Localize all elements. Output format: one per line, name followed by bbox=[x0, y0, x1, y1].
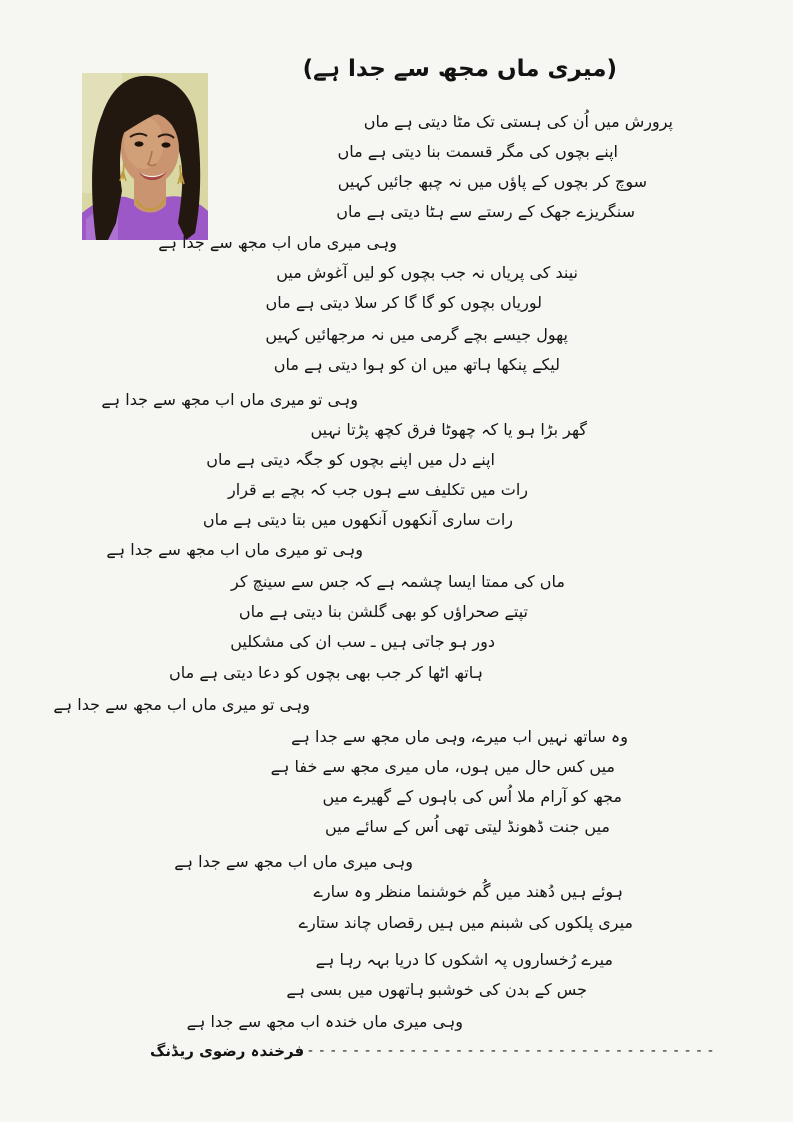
poem-line: میرے رُخساروں پہ اشکوں کا دریا بہہ رہا ہے bbox=[315, 950, 613, 969]
poem-line: رات میں تکلیف سے ہوں جب کہ بچے بے قرار bbox=[228, 480, 528, 499]
poem-line: جس کے بدن کی خوشبو ہاتھوں میں بسی ہے bbox=[286, 980, 587, 999]
poem-line: میری پلکوں کی شبنم میں ہیں رقصاں چاند ستارے bbox=[298, 913, 633, 932]
photo-right-eye bbox=[162, 142, 171, 147]
poem-line: لوریاں بچوں کو گا گا کر سلا دیتی ہے ماں bbox=[265, 293, 542, 312]
signature-dashes: ------------------------------------ bbox=[306, 1043, 718, 1060]
poem-line: میں کس حال میں ہوں، ماں میری مجھ سے خفا ہے bbox=[270, 757, 615, 776]
poem-refrain: وہی تو میری ماں اب مجھ سے جدا ہے bbox=[53, 695, 310, 714]
poet-photo bbox=[82, 73, 208, 240]
poem-line: وہ ساتھ نہیں اب میرے، وہی ماں مجھ سے جدا ہے bbox=[291, 727, 628, 746]
author-signature: فرخندہ رضوی ریڈنگ bbox=[150, 1042, 305, 1060]
poem-line: سنگریزے جھک کے رستے سے ہٹا دیتی ہے ماں bbox=[336, 202, 635, 221]
poem-line: اپنے بچوں کی مگر قسمت بنا دیتی ہے ماں bbox=[337, 142, 618, 161]
poem-line: پھول جیسے بچے گرمی میں نہ مرجھائیں کہیں bbox=[265, 325, 568, 344]
poem-refrain: وہی میری ماں خندہ اب مجھ سے جدا ہے bbox=[186, 1012, 463, 1031]
photo-left-eye bbox=[135, 141, 144, 146]
poem-line: پرورش میں اُن کی ہستی تک مٹا دیتی ہے ماں bbox=[363, 112, 673, 131]
poem-line: لیکے پنکھا ہاتھ میں ان کو ہوا دیتی ہے ماں bbox=[273, 355, 560, 374]
poem-line: ہوئے ہیں دُھند میں گُم خوشنما منظر وہ سارے bbox=[313, 882, 623, 901]
poem-line: تپتے صحراؤں کو بھی گلشن بنا دیتی ہے ماں bbox=[238, 602, 528, 621]
poem-refrain: وہی تو میری ماں اب مجھ سے جدا ہے bbox=[106, 540, 363, 559]
poem-refrain: وہی تو میری ماں اب مجھ سے جدا ہے bbox=[101, 390, 358, 409]
poem-line: سوچ کر بچوں کے پاؤں میں نہ چبھ جائیں کہیں bbox=[337, 172, 647, 191]
poem-line: مجھ کو آرام ملا اُس کی باہوں کے گھیرے میں bbox=[322, 787, 622, 806]
signature-row bbox=[150, 1042, 718, 1060]
poem-refrain: وہی میری ماں اب مجھ سے جدا ہے bbox=[174, 852, 413, 871]
poem-title: (میری ماں مجھ سے جدا ہے) bbox=[302, 56, 617, 82]
poem-line: میں جنت ڈھونڈ لیتی تھی اُس کے سائے میں bbox=[324, 817, 610, 836]
poet-photo-image bbox=[82, 73, 208, 240]
poem-line: دور ہو جاتی ہیں ـ سب ان کی مشکلیں bbox=[230, 632, 495, 651]
poem-line: ہاتھ اٹھا کر جب بھی بچوں کو دعا دیتی ہے ماں bbox=[169, 663, 483, 682]
poem-refrain: وہی میری ماں اب مجھ سے جدا ہے bbox=[158, 233, 397, 252]
poem-line: رات ساری آنکھوں آنکھوں میں بتا دیتی ہے ماں bbox=[202, 510, 513, 529]
poem-line: اپنے دل میں اپنے بچوں کو جگہ دیتی ہے ماں bbox=[206, 450, 495, 469]
poem-line: نیند کی پریاں نہ جب بچوں کو لیں آغوش میں bbox=[276, 263, 578, 282]
poem-line: گھر بڑا ہو یا کہ چھوٹا فرق کچھ پڑتا نہیں bbox=[310, 420, 587, 439]
poem-line: ماں کی ممتا ایسا چشمہ ہے کہ جس سے سینچ کر bbox=[230, 572, 565, 591]
